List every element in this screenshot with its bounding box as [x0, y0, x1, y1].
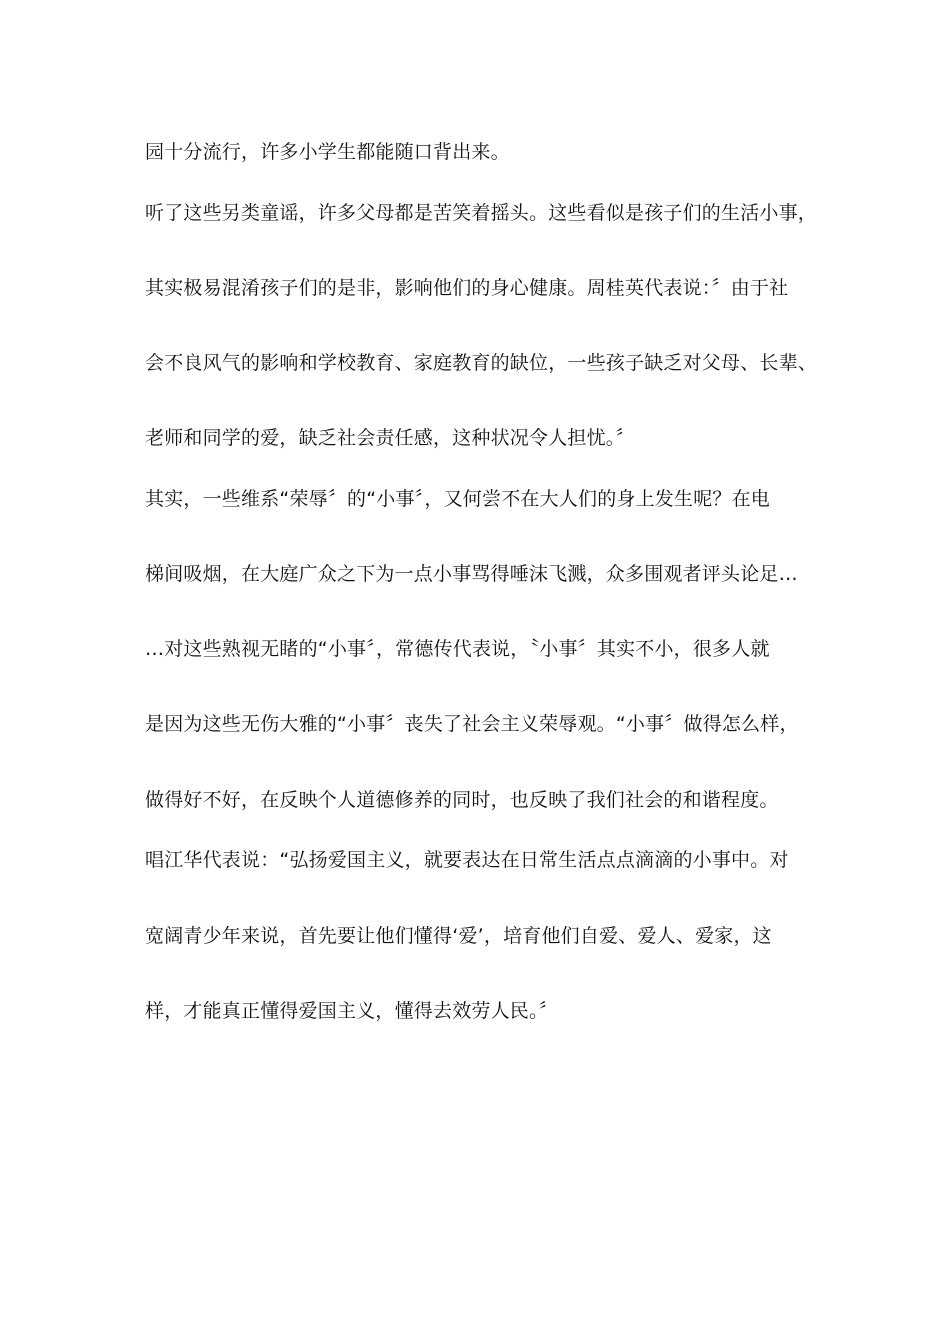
text-line: 是因为这些无伤大雅的“小事〞丧失了社会主义荣辱观。“小事〞做得怎么样， — [145, 713, 799, 735]
text-line: 宽阔青少年来说，首先要让他们懂得‘爱’，培育他们自爱、爱人、爱家，这 — [145, 925, 772, 947]
text-line: 会不良风气的影响和学校教育、家庭教育的缺位，一些孩子缺乏对父母、长辈、 — [145, 352, 818, 374]
text-line: 梯间吸烟，在大庭广众之下为一点小事骂得唾沫飞溅，众多围观者评头论足… — [145, 563, 798, 585]
text-line: 老师和同学的爱，缺乏社会责任感，这种状况令人担忧。〞 — [145, 427, 635, 449]
text-line: 样，才能真正懂得爱国主义，懂得去效劳人民。〞 — [145, 1000, 558, 1022]
text-line: 其实，一些维系“荣辱〞的“小事〞，又何尝不在大人们的身上发生呢？在电 — [145, 488, 770, 510]
text-line: …对这些熟视无睹的“小事〞，常德传代表说，〝小事〞其实不小，很多人就 — [145, 638, 770, 660]
text-line: 其实极易混淆孩子们的是非，影响他们的身心健康。周桂英代表说：〞由于社 — [145, 277, 789, 299]
text-line: 园十分流行，许多小学生都能随口背出来。 — [145, 141, 510, 163]
text-line: 唱江华代表说：“弘扬爱国主义，就要表达在日常生活点点滴滴的小事中。对 — [145, 849, 789, 871]
text-line: 做得好不好，在反映个人道德修养的同时，也反映了我们社会的和谐程度。 — [145, 789, 779, 811]
text-line: 听了这些另类童谣，许多父母都是苦笑着摇头。这些看似是孩子们的生活小事， — [145, 202, 818, 224]
